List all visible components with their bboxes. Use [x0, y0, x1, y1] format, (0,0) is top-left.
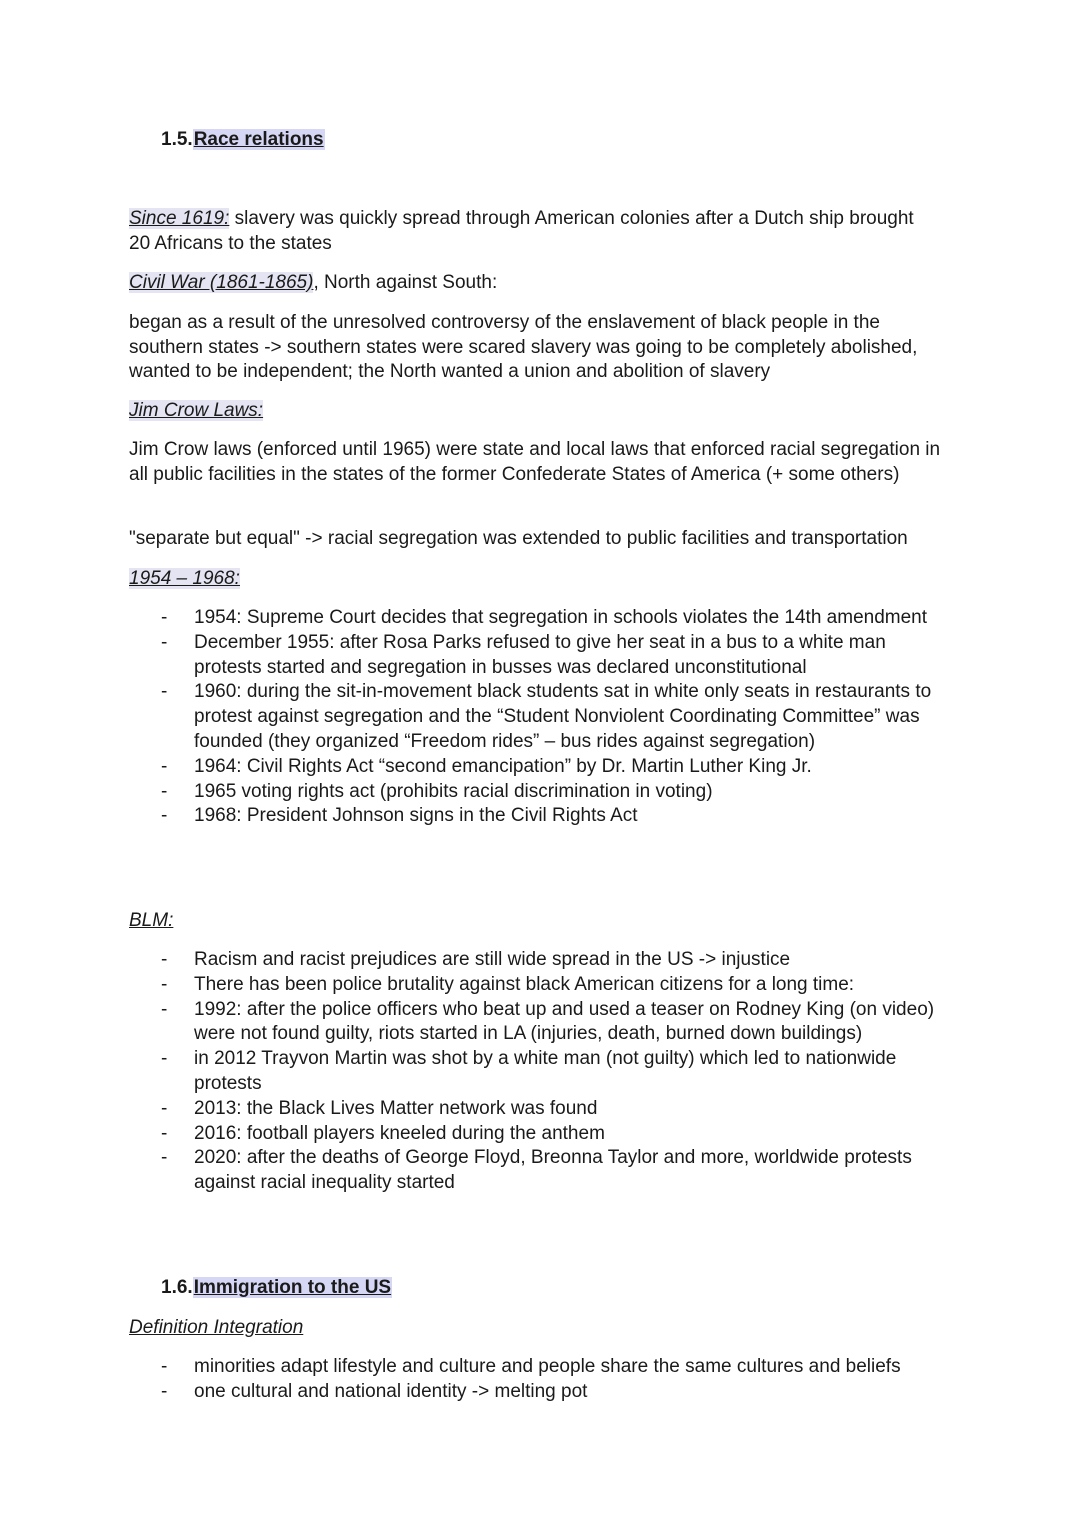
section-heading-1-6: [161, 1276, 392, 1300]
list-item: - 1964: Civil Rights Act “second emancipation” by Dr. Martin Luther King Jr.: [194, 755, 954, 780]
civil-war-paragraph: began as a result of the unresolved controversy of the enslavement of black people in the southern states -> southern states were scared slavery was going to be completely abolished, wanted to be independent; the North wanted a union and abolition of slavery: [129, 312, 918, 383]
list-item: - 2013: the Black Lives Matter network was found: [194, 1097, 959, 1122]
list-item: - in 2012 Trayvon Martin was shot by a white man (not guilty) which led to nationwide protests: [194, 1047, 959, 1097]
list-item: - 1992: after the police officers who beat up and used a teaser on Rodney King (on video) were not found guilty, riots started in LA (injuries, death, burned down buildings): [194, 998, 959, 1048]
period-1954-1968-label: 1954 – 1968:: [129, 568, 240, 589]
section-title: Race relations: [193, 129, 324, 150]
integration-heading: [129, 1316, 303, 1340]
blm-heading: [129, 909, 173, 933]
section-number: 1.5.: [161, 129, 193, 150]
list-item: - December 1955: after Rosa Parks refused to give her seat in a bus to a white man protests started and segregation in busses was declared unconstitutional: [194, 631, 954, 681]
jim-crow-heading: [129, 399, 263, 423]
since-1619-label: Since 1619:: [129, 208, 230, 229]
list-item: - There has been police brutality against black American citizens for a long time:: [194, 973, 959, 998]
list-item: - 1954: Supreme Court decides that segregation in schools violates the 14th amendment: [194, 606, 954, 631]
since-1619-paragraph: [129, 207, 929, 256]
list-item: - Racism and racist prejudices are still wide spread in the US -> injustice: [194, 948, 959, 973]
since-1619-text: slavery was quickly spread through American colonies after a Dutch ship brought 20 Africans to the states: [129, 208, 914, 254]
civil-war-label: Civil War (1861-1865): [129, 272, 314, 293]
integration-list: [194, 1355, 974, 1405]
section-heading-1-5: [161, 128, 325, 152]
period-1954-1968-heading: [129, 567, 240, 591]
list-item: - 2016: football players kneeled during the anthem: [194, 1122, 959, 1147]
separate-but-equal-paragraph: "separate but equal" -> racial segregation was extended to public facilities and transportation: [129, 528, 908, 549]
period-1954-1968-list: [194, 606, 954, 829]
integration-label: Definition Integration: [129, 1317, 304, 1338]
list-item: - 1960: during the sit-in-movement black students sat in white only seats in restaurants to protest against segregation and the “Student Nonviolent Coordinating Committee” was founded (they organized “Freedom rides” – bus rides against segregation): [194, 680, 954, 754]
jim-crow-label: Jim Crow Laws:: [129, 400, 264, 421]
civil-war-heading: [129, 271, 497, 295]
jim-crow-paragraph: Jim Crow laws (enforced until 1965) were state and local laws that enforced racial segregation in all public facilities in the states of the former Confederate States of America (+ some others): [129, 439, 941, 485]
section-number: 1.6.: [161, 1277, 193, 1298]
blm-list: [194, 948, 959, 1196]
list-item: - 1965 voting rights act (prohibits racial discrimination in voting): [194, 780, 954, 805]
list-item: - 2020: after the deaths of George Floyd, Breonna Taylor and more, worldwide protests against racial inequality started: [194, 1146, 959, 1196]
list-item: - one cultural and national identity -> melting pot: [194, 1380, 974, 1405]
section-title: Immigration to the US: [193, 1277, 392, 1298]
blm-label: BLM:: [129, 910, 174, 931]
list-item: - minorities adapt lifestyle and culture and people share the same cultures and beliefs: [194, 1355, 974, 1380]
civil-war-suffix: , North against South:: [313, 272, 498, 293]
list-item: - 1968: President Johnson signs in the Civil Rights Act: [194, 804, 954, 829]
